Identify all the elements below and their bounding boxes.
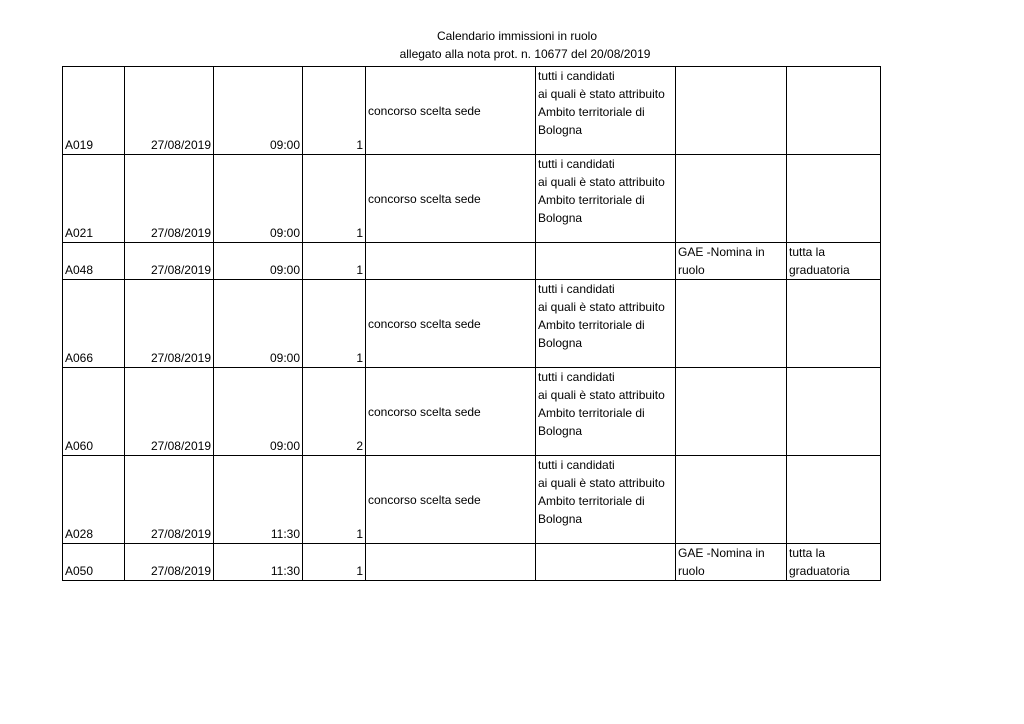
- class-code-cell: A021: [63, 155, 125, 243]
- graduatoria-cell: [787, 456, 881, 544]
- table-row: [63, 280, 881, 368]
- count-cell: 1: [303, 67, 366, 155]
- graduatoria-cell: [787, 544, 881, 581]
- candidates-cell-line: Ambito territoriale di: [538, 406, 645, 420]
- count-cell: 1: [303, 456, 366, 544]
- candidates-cell-line: Bologna: [538, 123, 583, 137]
- candidates-cell-line: ai quali è stato attribuito: [538, 388, 665, 402]
- procedure-cell: concorso scelta sede: [366, 155, 536, 243]
- count-cell: 1: [303, 544, 366, 581]
- date-cell: 27/08/2019: [125, 368, 214, 456]
- candidates-cell-line: ai quali è stato attribuito: [538, 300, 665, 314]
- candidates-cell-line: tutti i candidati: [538, 458, 615, 472]
- candidates-cell-line: Bologna: [538, 211, 583, 225]
- graduatoria-cell: [787, 368, 881, 456]
- candidates-cell-line: Ambito territoriale di: [538, 105, 645, 119]
- candidates-cell-line: tutti i candidati: [538, 157, 615, 171]
- graduatoria-cell-line: tutta la: [789, 245, 826, 259]
- table-row: [63, 67, 881, 155]
- procedure-cell: [366, 544, 536, 581]
- procedure-cell: concorso scelta sede: [366, 67, 536, 155]
- date-cell: 27/08/2019: [125, 456, 214, 544]
- candidates-cell: [536, 280, 676, 368]
- candidates-cell-line: ai quali è stato attribuito: [538, 87, 665, 101]
- gae-cell-line: GAE -Nomina in: [678, 546, 765, 560]
- class-code-cell: A066: [63, 280, 125, 368]
- count-cell: 2: [303, 368, 366, 456]
- graduatoria-cell: [787, 280, 881, 368]
- procedure-cell: concorso scelta sede: [366, 456, 536, 544]
- document-title: Calendario immissioni in ruolo: [436, 29, 598, 43]
- candidates-cell: [536, 243, 676, 280]
- candidates-cell: [536, 544, 676, 581]
- candidates-cell-line: tutti i candidati: [538, 282, 615, 296]
- candidates-cell: [536, 155, 676, 243]
- graduatoria-cell-line: tutta la: [789, 546, 826, 560]
- table-row: [63, 155, 881, 243]
- candidates-cell-line: Ambito territoriale di: [538, 494, 645, 508]
- table-row: [63, 243, 881, 280]
- candidates-cell: [536, 67, 676, 155]
- candidates-cell-line: Ambito territoriale di: [538, 193, 645, 207]
- class-code-cell: A019: [63, 67, 125, 155]
- time-cell: 09:00: [214, 67, 303, 155]
- candidates-cell-line: Bologna: [538, 424, 583, 438]
- candidates-cell-line: Ambito territoriale di: [538, 318, 645, 332]
- gae-cell: [676, 544, 787, 581]
- graduatoria-cell: [787, 243, 881, 280]
- procedure-cell: concorso scelta sede: [366, 368, 536, 456]
- count-cell: 1: [303, 155, 366, 243]
- candidates-cell-line: Bologna: [538, 336, 583, 350]
- graduatoria-cell: [787, 67, 881, 155]
- time-cell: 09:00: [214, 280, 303, 368]
- gae-cell-line: ruolo: [678, 564, 705, 578]
- time-cell: 11:30: [214, 544, 303, 581]
- schedule-table: [62, 66, 881, 581]
- table-row: [63, 544, 881, 581]
- candidates-cell-line: ai quali è stato attribuito: [538, 476, 665, 490]
- graduatoria-cell: [787, 155, 881, 243]
- graduatoria-cell-line: graduatoria: [789, 263, 850, 277]
- table-row: [63, 368, 881, 456]
- candidates-cell-line: Bologna: [538, 512, 583, 526]
- gae-cell: [676, 67, 787, 155]
- gae-cell: [676, 155, 787, 243]
- time-cell: 09:00: [214, 243, 303, 280]
- count-cell: 1: [303, 243, 366, 280]
- graduatoria-cell-line: graduatoria: [789, 564, 850, 578]
- document-subtitle: allegato alla nota prot. n. 10677 del 20/08/2019: [399, 47, 651, 61]
- date-cell: 27/08/2019: [125, 243, 214, 280]
- count-cell: 1: [303, 280, 366, 368]
- gae-cell: [676, 243, 787, 280]
- gae-cell-line: GAE -Nomina in: [678, 245, 765, 259]
- candidates-cell: [536, 456, 676, 544]
- time-cell: 09:00: [214, 155, 303, 243]
- class-code-cell: A060: [63, 368, 125, 456]
- procedure-cell: concorso scelta sede: [366, 280, 536, 368]
- gae-cell: [676, 456, 787, 544]
- candidates-cell-line: tutti i candidati: [538, 69, 615, 83]
- date-cell: 27/08/2019: [125, 544, 214, 581]
- candidates-cell-line: tutti i candidati: [538, 370, 615, 384]
- time-cell: 09:00: [214, 368, 303, 456]
- class-code-cell: A028: [63, 456, 125, 544]
- class-code-cell: A050: [63, 544, 125, 581]
- gae-cell: [676, 368, 787, 456]
- class-code-cell: A048: [63, 243, 125, 280]
- table-row: [63, 456, 881, 544]
- candidates-cell-line: ai quali è stato attribuito: [538, 175, 665, 189]
- date-cell: 27/08/2019: [125, 280, 214, 368]
- procedure-cell: [366, 243, 536, 280]
- time-cell: 11:30: [214, 456, 303, 544]
- date-cell: 27/08/2019: [125, 155, 214, 243]
- gae-cell-line: ruolo: [678, 263, 705, 277]
- candidates-cell: [536, 368, 676, 456]
- date-cell: 27/08/2019: [125, 67, 214, 155]
- gae-cell: [676, 280, 787, 368]
